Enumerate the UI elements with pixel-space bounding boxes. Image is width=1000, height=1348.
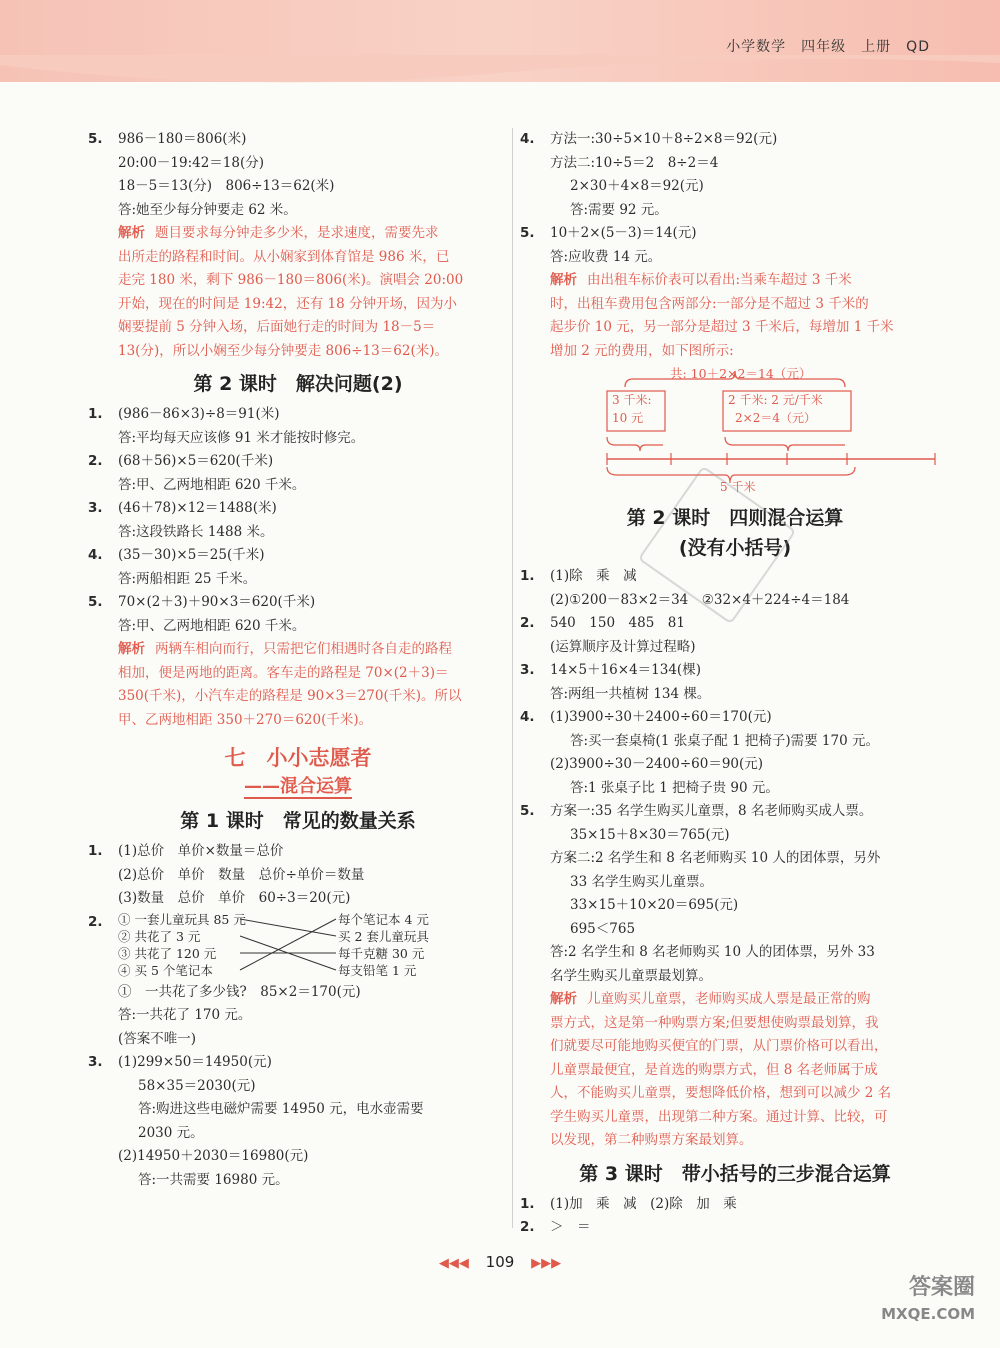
question-number: 5. (88, 594, 103, 610)
match-item: 每个笔记本 4 元 (338, 911, 429, 927)
diagram-bottom-label: 5 千米 (720, 480, 756, 494)
answer-line: (1)加 乘 减 (2)除 加 乘 (550, 1195, 737, 1212)
answer-line: 695＜765 (570, 920, 636, 937)
answer-line: 540 150 485 81 (550, 615, 685, 631)
analysis-line: 增加 2 元的费用，如下图所示: (550, 342, 734, 359)
question-number: 5. (88, 131, 103, 147)
answer-line: (46＋78)×12＝1488(米) (118, 500, 277, 516)
answer-line: 答:这段铁路长 1488 米。 (118, 523, 274, 540)
analysis-line: 走完 180 米，剩下 986－180＝806(米)。演唱会 20:00 (118, 272, 464, 288)
diagram-box1-line2: 10 元 (612, 411, 644, 425)
unit-subtitle (88, 774, 508, 800)
question-number: 5. (520, 225, 535, 241)
answer-line: 答:她至少每分钟要走 62 米。 (118, 201, 297, 218)
matching-block (118, 911, 508, 981)
answer-line: 方法一:30÷5×10＋8÷2×8＝92(元) (550, 131, 778, 147)
question-number: 1. (520, 1195, 535, 1212)
answer-line: 答:甲、乙两地相距 620 千米。 (118, 476, 306, 493)
analysis-line: 儿童购买儿童票，老师购买成人票是最正常的购 (587, 991, 871, 1007)
analysis-line: 们就要尽可能地购买便宜的门票，从门票价格可以看出， (550, 1038, 888, 1054)
match-item: 每支铅笔 1 元 (338, 962, 417, 978)
analysis-line: 起步价 10 元，另一部分是超过 3 千米后，每增加 1 千米 (550, 319, 894, 335)
answer-line: 986－180＝806(米) (118, 131, 247, 147)
page-footer (0, 1253, 1000, 1271)
answer-line: 答:两组一共植树 134 棵。 (550, 685, 711, 702)
analysis-line: 由出租车标价表可以看出:当乘车超过 3 千米 (587, 272, 852, 288)
answer-line: (2)①200－83×2＝34 ②32×4＋224÷4＝184 (550, 591, 850, 608)
answer-line: 答:需要 92 元。 (570, 201, 668, 218)
question-number: 2. (88, 913, 103, 930)
answer-line: 答:应收费 14 元。 (550, 248, 662, 265)
answer-line: (1)299×50＝14950(元) (118, 1054, 272, 1070)
matching-lines (238, 911, 338, 981)
answer-line: 2×30＋4×8＝92(元) (570, 178, 704, 194)
answer-line: ① 一共花了多少钱? 85×2＝170(元) (118, 983, 361, 1000)
analysis-line: 以发现，第二种购票方案最划算。 (550, 1132, 753, 1148)
question-number: 1. (520, 568, 535, 584)
answer-line: (2)总价 单价 数量 总价÷单价＝数量 (118, 866, 365, 883)
question-number: 2. (88, 453, 103, 469)
unit-subtitle-text: ——混合运算 (244, 776, 352, 797)
right-column (520, 128, 950, 1240)
diagram-box1-line1: 3 千米: (612, 393, 652, 407)
s1-question-3 (88, 1051, 508, 1192)
analysis-label: 解析 (550, 991, 577, 1007)
answer-line: 14×5＋16×4＝134(棵) (550, 662, 701, 678)
analysis-line: 出所走的路程和时间。从小娴家到体育馆是 986 米，已 (118, 248, 450, 265)
analysis-label: 解析 (118, 225, 145, 241)
analysis-line: 相加，便是两地的距离。客车走的路程是 70×(2＋3)＝ (118, 664, 449, 681)
question-number: 4. (88, 547, 103, 563)
match-item: 每千克糖 30 元 (338, 945, 425, 961)
column-divider (512, 128, 513, 1228)
answer-line: 答:购进这些电磁炉需要 14950 元，电水壶需要 (138, 1101, 424, 1117)
answer-line: 70×(2＋3)＋90×3＝620(千米) (118, 594, 316, 610)
answer-line: 方法二:10÷5＝2 8÷2＝4 (550, 154, 719, 171)
analysis-line: 人，不能购买儿童票，要想降低价格，想到可以减少 2 名 (550, 1085, 892, 1101)
answer-line: 答:买一套桌椅(1 张桌子配 1 把椅子)需要 170 元。 (570, 732, 879, 749)
answer-line: (2)3900÷30－2400÷60＝90(元) (550, 756, 764, 772)
analysis-line: 娴要提前 5 分钟入场，后面她行走的时间为 18－5＝ (118, 319, 436, 335)
question-4 (520, 128, 950, 222)
question-number: 3. (88, 1054, 103, 1070)
answer-line: 答:平均每天应该修 91 米才能按时修完。 (118, 429, 365, 446)
diagram-box2-line1: 2 千米: 2 元/千米 (728, 393, 823, 407)
fare-diagram (550, 367, 950, 497)
answer-line: (1)总价 单价×数量＝总价 (118, 843, 284, 859)
question-number: 3. (88, 500, 103, 516)
watermark (881, 1275, 975, 1327)
question-number: 2. (520, 615, 535, 631)
analysis-label: 解析 (550, 272, 577, 288)
section-title: 第 3 课时 带小括号的三步混合运算 (579, 1162, 891, 1185)
answer-line: 答:两船相距 25 千米。 (118, 570, 257, 587)
watermark-line1: 答案圈 (908, 1275, 975, 1300)
answer-line: (1)除 乘 减 (550, 568, 637, 584)
analysis-line: 350(千米)，小汽车走的路程是 90×3＝270(千米)。所以 (118, 688, 462, 704)
answer-line: (3)数量 总价 单价 60÷3＝20(元) (118, 890, 351, 906)
next-arrows-icon: ▶▶▶ (531, 1256, 562, 1271)
answer-line: 2030 元。 (138, 1124, 204, 1141)
answer-line: (1)3900÷30＋2400÷60＝170(元) (550, 709, 772, 725)
section-2-answers (88, 403, 508, 732)
answer-line: 答:一共需要 16980 元。 (138, 1171, 289, 1188)
analysis-line: 开始，现在的时间是 19:42，还有 18 分钟开场，因为小 (118, 295, 457, 312)
question-number: 4. (520, 709, 535, 725)
s1-question-1 (88, 840, 508, 911)
section-3-answers (520, 1193, 950, 1240)
question-number: 4. (520, 131, 535, 147)
section-2-answers (520, 565, 950, 1153)
answer-line: 33 名学生购买儿童票。 (570, 873, 713, 890)
match-right (338, 911, 429, 979)
analysis-label: 解析 (118, 641, 145, 657)
fare-diagram-lines (605, 367, 945, 495)
answer-line: 方案二:2 名学生和 8 名老师购买 10 人的团体票，另外 (550, 850, 881, 866)
question-5 (520, 222, 950, 363)
answer-line: 58×35＝2030(元) (138, 1077, 256, 1094)
section-title: 第 2 课时 四则混合运算 (626, 507, 844, 529)
match-item: ③ 共花了 120 元 (118, 945, 217, 961)
answer-line: 答:一共花了 170 元。 (118, 1007, 252, 1023)
answer-line: 10＋2×(5－3)＝14(元) (550, 225, 697, 241)
answer-line: 答:2 名学生和 8 名老师购买 10 人的团体票，另外 33 (550, 944, 875, 960)
match-item: ② 共花了 3 元 (118, 928, 201, 944)
answer-line: 18－5＝13(分) 806÷13＝62(米) (118, 178, 335, 194)
analysis-line: 时，出租车费用包含两部分:一部分是不超过 3 千米的 (550, 295, 869, 312)
match-item: ④ 买 5 个笔记本 (118, 962, 213, 978)
question-number: 1. (88, 406, 103, 422)
answer-line: 名学生购买儿童票最划算。 (550, 967, 712, 984)
match-left (118, 911, 246, 979)
left-column (88, 128, 508, 1192)
question-number: 5. (520, 803, 535, 819)
answer-line: (35－30)×5＝25(千米) (118, 547, 265, 563)
section-subtitle: (没有小括号) (678, 537, 792, 559)
analysis-line: 儿童票最便宜，是首选的购票方式，但 8 名老师属于成 (550, 1061, 878, 1078)
analysis-line: 两辆车相向而行，只需把它们相遇时各自走的路程 (155, 641, 452, 657)
prev-arrows-icon: ◀◀◀ (438, 1256, 469, 1271)
question-number: 2. (520, 1219, 535, 1235)
answer-line: 答:1 张桌子比 1 把椅子贵 90 元。 (570, 779, 779, 796)
question-5 (88, 128, 508, 363)
analysis-line: 甲、乙两地相距 350＋270＝620(千米)。 (118, 711, 373, 728)
match-item: 买 2 套儿童玩具 (338, 928, 429, 944)
section-title: 第 1 课时 常见的数量关系 (180, 810, 416, 832)
question-number: 1. (88, 843, 103, 859)
answer-line: ＞ ＝ (550, 1219, 591, 1235)
answer-line: 方案一:35 名学生购买儿童票，8 名老师购买成人票。 (550, 803, 873, 819)
answer-line: (运算顺序及计算过程略) (550, 638, 696, 655)
match-item: ① 一套儿童玩具 85 元 (118, 911, 246, 927)
watermark-line2: MXQE.COM (881, 1305, 975, 1323)
s1-question-2 (88, 911, 508, 1052)
analysis-line: 13(分)，所以小娴至少每分钟要走 806÷13＝62(米)。 (118, 342, 448, 359)
question-number: 3. (520, 662, 535, 678)
analysis-line: 题目要求每分钟走多少米，是求速度，需要先求 (155, 225, 439, 241)
header-text: 小学数学 四年级 上册 QD (726, 39, 930, 55)
analysis-line: 学生购买儿童票，出现第二种方案。通过计算、比较，可 (550, 1108, 888, 1125)
diagram-total: 共: 10＋2×2＝14（元） (670, 366, 812, 381)
answer-line: 33×15＋10×20＝695(元) (570, 897, 739, 913)
diagram-box2-line2: 2×2＝4（元） (735, 411, 816, 425)
answer-line: (答案不唯一) (118, 1030, 197, 1047)
unit-title: 七 小小志愿者 (224, 746, 372, 770)
section-title: 第 2 课时 解决问题(2) (193, 373, 403, 395)
answer-line: 35×15＋8×30＝765(元) (570, 826, 730, 843)
answer-line: (68＋56)×5＝620(千米) (118, 453, 274, 469)
answer-line: 20:00－19:42＝18(分) (118, 154, 265, 171)
answer-line: (2)14950＋2030＝16980(元) (118, 1148, 309, 1164)
analysis-line: 票方式，这是第一种购票方案;但要想使购票最划算，我 (550, 1014, 879, 1031)
answer-line: (986－86×3)÷8＝91(米) (118, 406, 280, 422)
page-number: 109 (485, 1253, 515, 1271)
header-curve (0, 55, 1000, 95)
answer-line: 答:甲、乙两地相距 620 千米。 (118, 617, 306, 634)
